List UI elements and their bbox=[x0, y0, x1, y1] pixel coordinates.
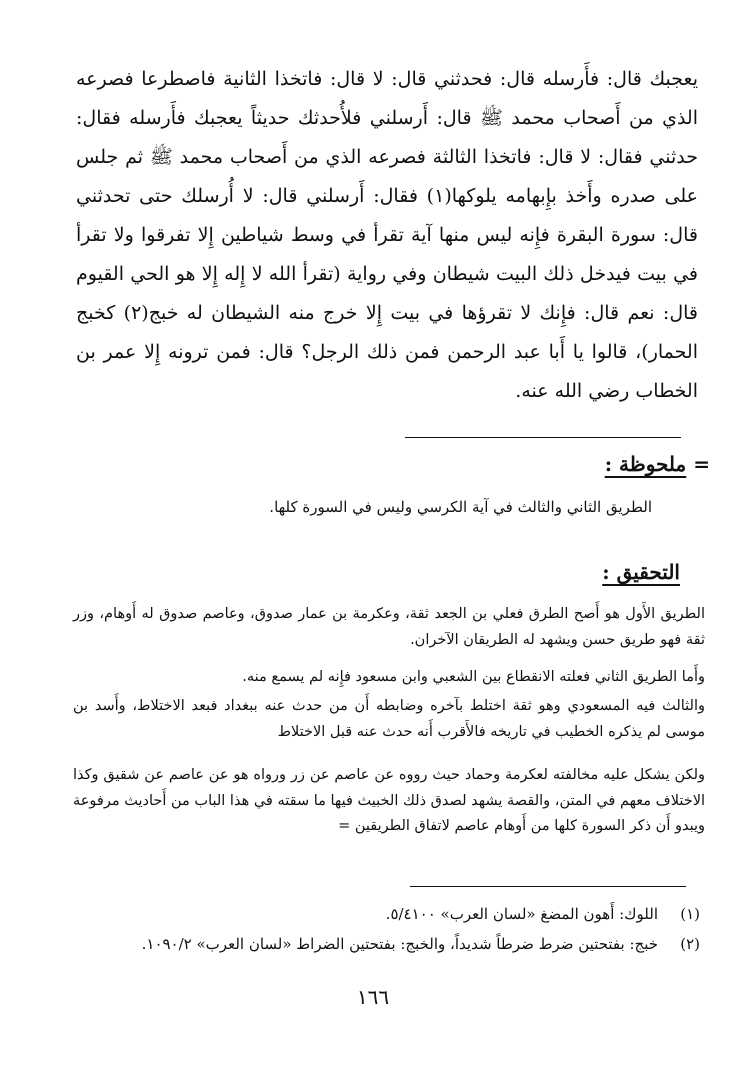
analysis-paragraph: والثالث فيه المسعودي وهو ثقة اختلط بآخره وضابطه أَن من حدث عنه ببغداد فبعد الاختلاط، وأَسد بن موسى لم يذكره الخطيب في تاريخه فالأَقرب أَنه حدث عنه قبل الاختلاط bbox=[73, 698, 705, 740]
footnote-divider bbox=[410, 886, 686, 887]
note-text: الطريق الثاني والثالث في آية الكرسي وليس في السورة كلها. bbox=[269, 498, 652, 516]
analysis-heading bbox=[540, 560, 680, 584]
main-paragraph: يعجبك قال: فأَرسله قال: فحدثني قال: لا قال: فاتخذا الثانية فاصطرعا فصرعه الذي من أَصحاب محمد ﷺ قال: أَرسلني فلأُحدثك حديثاً يعجبك فأَرسله فقال: حدثني فقال: لا قال: فاتخذا الثالثة فصرعه الذي من أَصحاب محمد ﷺ ثم جلس على صدره وأَخذ بإِبهامه يلوكها(١) فقال: أَرسلني قال: لا أُرسلك حتى تحدثني قال: سورة البقرة فإِنه ليس منها آية تقرأ في وسط شياطين إِلا تفرقوا ولا تقرأ في بيت فيدخل ذلك البيت شيطان وفي رواية (تقرأ الله لا إِله إِلا هو الحي القيوم قال: نعم قال: فإِنك لا تقرؤها في بيت إِلا خرج منه الشيطان له خبج(٢) كخبج الحمار)، قالوا يا أَبا عبد الرحمن فمن ذلك الرجل؟ قال: فمن ترونه إِلا عمر بن الخطاب رضي الله عنه. bbox=[76, 68, 699, 402]
section-divider bbox=[405, 437, 681, 438]
note-heading-marker: = bbox=[686, 452, 710, 476]
analysis-paragraph: الطريق الأَول هو أَصح الطرق فعلي بن الجعد ثقة، وعكرمة بن عمار صدوق، وعاصم صدوق له أَوهام، وزر ثقة فهو طريق حسن ويشهد له الطريقان الآخران. bbox=[73, 606, 705, 648]
footnote-text: خبج: بفتحتين ضرط ضرطاً شديداً، والخبج: بفتحتين الضراط «لسان العرب» ١٠٩٠/٢. bbox=[141, 935, 658, 953]
footnote bbox=[80, 929, 700, 959]
footnotes-list bbox=[80, 899, 700, 959]
page-number: ١٦٦ bbox=[356, 985, 390, 1009]
note-heading bbox=[560, 452, 710, 476]
footnote bbox=[80, 899, 700, 929]
footnote-number: (١) bbox=[680, 905, 700, 923]
analysis-paragraph: وأَما الطريق الثاني فعلته الانقطاع بين الشعبي وابن مسعود فإِنه لم يسمع منه. bbox=[242, 669, 705, 685]
note-heading-text: ملحوظة : bbox=[604, 452, 687, 476]
footnote-text: اللوك: أَهون المضغ «لسان العرب» ٥/٤١٠٠. bbox=[385, 905, 658, 923]
analysis-paragraph: ولكن يشكل عليه مخالفته لعكرمة وحماد حيث رووه عن عاصم عن زر ورواه هو عن عاصم عن شقيق وكذا الاختلاف معهم في المتن، والقصة يشهد لصدق ذلك الخبيث فيها ما سقته في هذا الباب من أَحاديث مرفوعة ويبدو أَن ذكر السورة كلها من أَوهام عاصم لاتفاق الطريقين = bbox=[73, 767, 705, 834]
analysis-heading-text: التحقيق : bbox=[602, 560, 680, 584]
footnote-number: (٢) bbox=[680, 935, 700, 953]
